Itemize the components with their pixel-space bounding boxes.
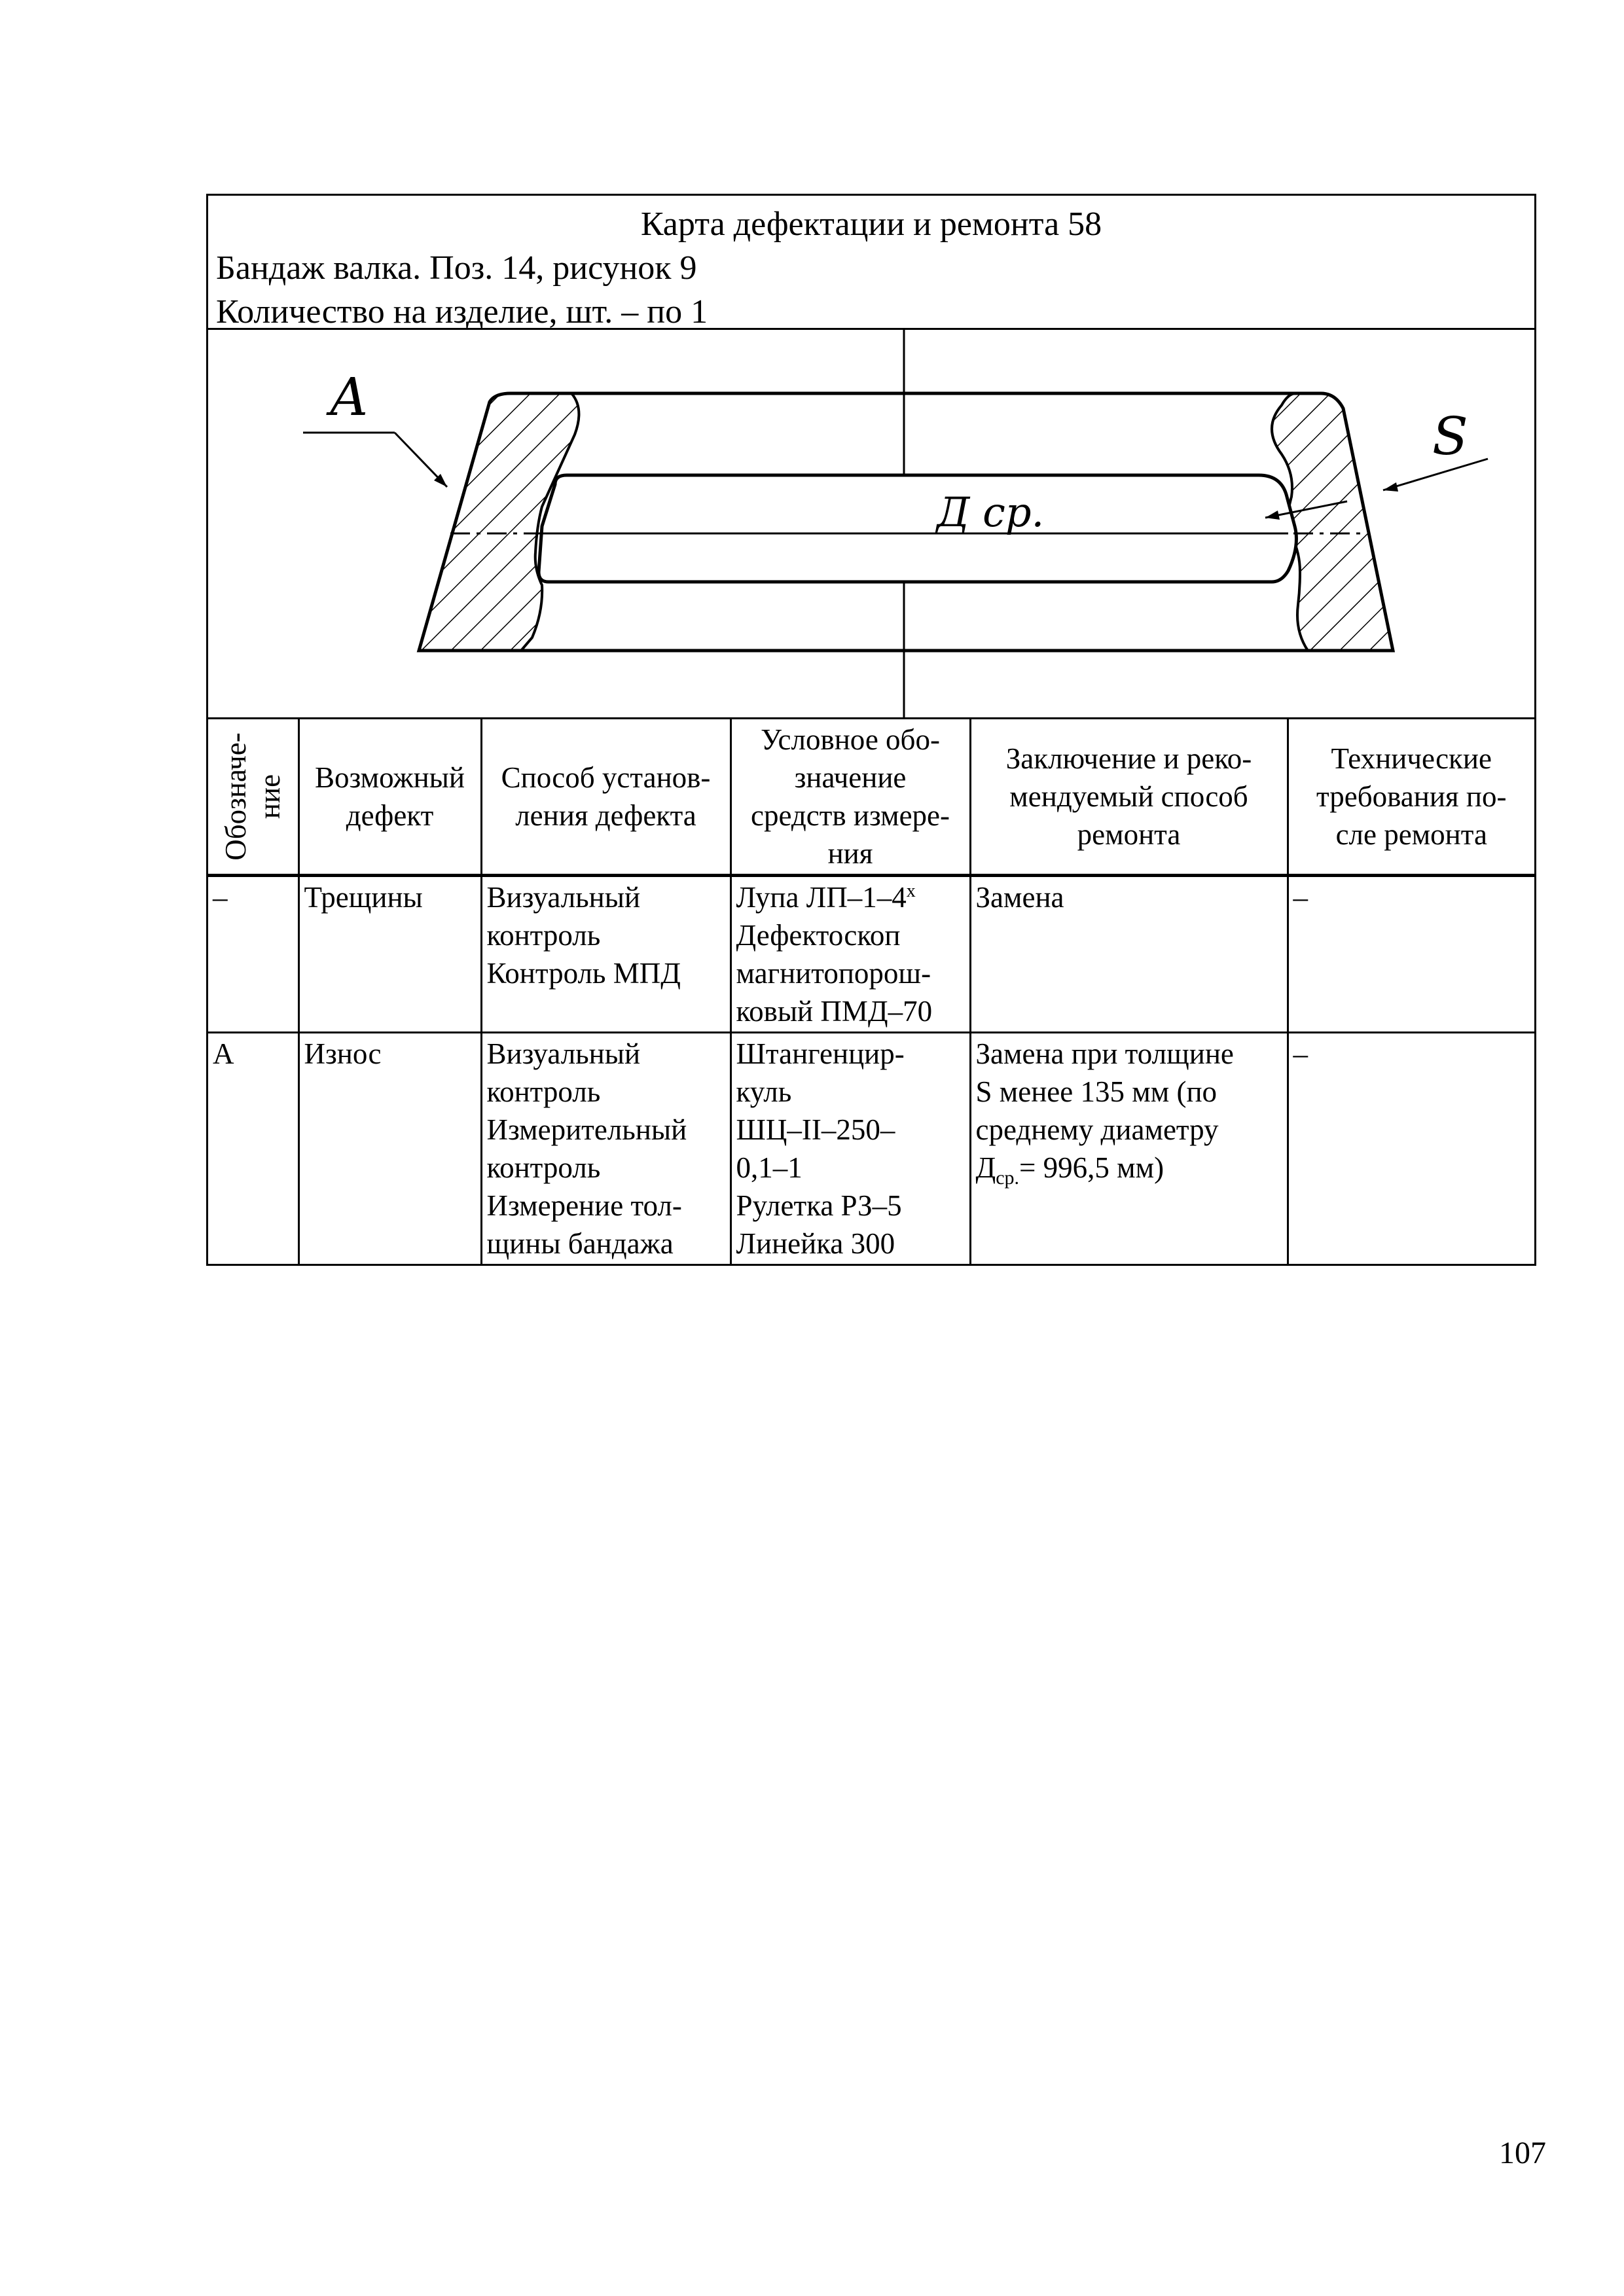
cell-requirements: – [1288, 1033, 1534, 1265]
cell-conclusion: Замена [970, 876, 1288, 1033]
cell-method: Визуальный контроль Контроль МПД [481, 876, 731, 1033]
header-defect: Возможный дефект [298, 719, 481, 876]
header-conclusion: Заключение и реко- мендуемый способ ремонта [970, 719, 1288, 876]
cell-designation: А [208, 1033, 298, 1265]
table-row [208, 876, 1534, 1033]
card-header [208, 196, 1534, 330]
cell-defect: Износ [298, 1033, 481, 1265]
part-name: Бандаж валка. Поз. 14, рисунок 9 [216, 249, 697, 287]
header-tools: Условное обо- значение средств измере- ния [731, 719, 970, 876]
quantity: Количество на изделие, шт. – по 1 [216, 293, 708, 331]
part-drawing [208, 330, 1534, 719]
defect-card [206, 194, 1536, 1266]
cell-defect: Трещины [298, 876, 481, 1033]
cell-conclusion: Замена при толщине S менее 135 мм (по среднему диаметру $Д_{ср.}= 996,5$ мм) [970, 1033, 1288, 1265]
cell-requirements: – [1288, 876, 1534, 1033]
cell-designation: – [208, 876, 298, 1033]
label-mean-diameter: Д ср. [937, 488, 1045, 536]
card-title: Карта дефектации и ремонта 58 [640, 206, 1102, 243]
roll-band-drawing [208, 330, 1534, 719]
table-header-row [208, 719, 1534, 876]
cell-tools: Штангенцир- куль ШЦ–II–250– 0,1–1 Рулетка РЗ–5 Линейка 300 [731, 1033, 970, 1265]
header-method: Способ установ- ления дефекта [481, 719, 731, 876]
label-s: S [1432, 406, 1468, 467]
table-row [208, 1033, 1534, 1265]
header-designation: Обозначе- ние [219, 732, 287, 861]
inner-bore [539, 475, 1296, 582]
header-requirements: Технические требования по- сле ремонта [1288, 719, 1534, 876]
cell-method: Визуальный контроль Измерительный контроль Измерение тол- щины бандажа [481, 1033, 731, 1265]
label-a: А [329, 367, 369, 427]
defect-table [208, 719, 1534, 1264]
page-number: 107 [1499, 2136, 1546, 2170]
cell-tools: Лупа ЛП–1–4$^x$ Дефектоскоп магнитопорош- ковый ПМД–70 [731, 876, 970, 1033]
arrow-s-icon [1383, 482, 1398, 492]
